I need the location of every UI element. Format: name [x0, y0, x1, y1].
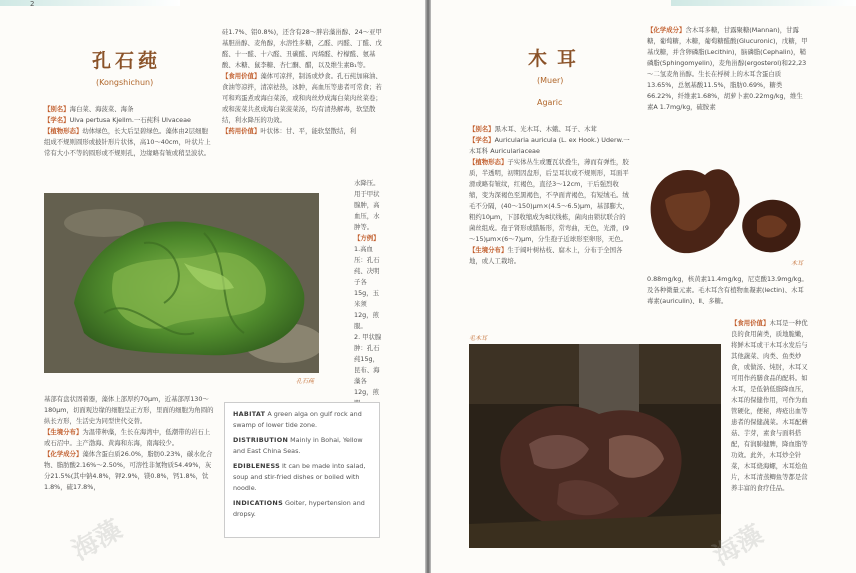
- left-page: [0, 0, 425, 573]
- watermark-right: 海藻: [708, 519, 769, 572]
- paragraph: [731, 318, 809, 494]
- info-text: Goiter, hypertension and dropsy.: [233, 499, 365, 518]
- section-text: Ulva pertusa Kjellm.一石莼科 Ulvaceae: [69, 116, 191, 124]
- page-title-right: 木耳: [528, 48, 587, 70]
- section-text: Auricularia auricula (L. ex Hook.) Uderw.一木耳科 Auriculariaceae: [469, 136, 630, 155]
- paragraph: [44, 126, 214, 159]
- left-column-1-bottom: [44, 394, 214, 493]
- info-entry: [233, 498, 371, 520]
- right-main-column: [469, 124, 631, 267]
- maomuer-photo: [469, 344, 721, 548]
- section-text: 2. 甲状腺肿：孔石莼15g，昆布、海藻各12g，煎: [354, 333, 382, 396]
- page-subtitle: (Kongshichun): [96, 78, 154, 87]
- right-top-bar: [671, 0, 856, 6]
- info-text: A green alga on gulf rock and swamp of lower tide zone.: [233, 410, 362, 429]
- paragraph: [354, 178, 384, 233]
- section-text: 海白菜、海菠菜、海条: [69, 105, 134, 113]
- muer-photo: [645, 160, 811, 270]
- english-info-box: [224, 402, 380, 538]
- paragraph: [44, 115, 214, 126]
- paragraph: [469, 135, 631, 157]
- paragraph: [44, 427, 214, 449]
- paragraph: [44, 394, 214, 427]
- paragraph: [222, 71, 382, 126]
- page-title: 孔石莼: [92, 50, 162, 72]
- section-label: 【植物形态】: [44, 127, 83, 135]
- section-label: 【学名】: [44, 116, 70, 124]
- section-text: 硅1.7%、铝0.8%)，还含有28～胖岩藻甾醇、24～亚甲基胆甾醇、麦角醇，水溶性多糖，乙醛、丙醛、丁醛、戊醛、十一醛、十六醛、丑碳醛、丙烯醛、柠檬醛、氨基酸、木糖、鼠李糖、杏仁酮、醋，以及维生素B₁等。: [222, 28, 382, 69]
- page-number: 2: [30, 0, 35, 8]
- section-label: 【化学成分】: [44, 450, 83, 458]
- right-chem-top: [647, 25, 809, 113]
- page-subtitle-right: (Muer): [537, 76, 564, 85]
- section-label: 【食用价值】: [222, 72, 261, 80]
- info-label: DISTRIBUTION: [233, 436, 289, 444]
- section-label: 【生境分布】: [44, 428, 83, 436]
- left-column-2-narrow: [354, 178, 384, 409]
- section-text: 1.高血压：孔石莼、决明子各15g，玉米须12g，煎服。: [354, 245, 380, 330]
- info-label: INDICATIONS: [233, 499, 283, 507]
- kongshichun-photo: [44, 193, 319, 373]
- info-text: It can be made into salad, soup and stir-fried dishes or boiled with noodle.: [233, 462, 366, 492]
- right-food-narrow: [731, 318, 809, 494]
- info-text: Mainly in Bohai, Yellow and East China Seas.: [233, 436, 363, 455]
- section-label: 【别名】: [44, 105, 70, 113]
- section-text: 黑木耳、光木耳、木蛾、耳子、木茸: [494, 125, 597, 133]
- muer-caption: 木耳: [791, 260, 804, 267]
- section-label: 【化学成分】: [647, 26, 686, 34]
- info-entry: [233, 409, 371, 431]
- info-label: EDIBLENESS: [233, 462, 280, 470]
- paragraph: [44, 449, 214, 493]
- paragraph: [354, 233, 384, 332]
- left-column-2: [222, 27, 382, 137]
- section-label: 【学名】: [469, 136, 495, 144]
- paragraph: [222, 126, 382, 137]
- section-text: 藻体可凉拌，制汤或炒食。孔石莼加麻油、食油等凉拌，清凉祛热，冰肿，高血压等患者可常食；若可和鸡蛋煮或海白菜汤，或和肉丝炒成海白菜肉丝菜卷；或和菠菜共煮成海白菜菠菜汤，均有清热解毒，软坚散结，利水降压的功效。: [222, 72, 382, 124]
- info-entry: [233, 435, 371, 457]
- section-text: 叶状体：甘、平，能软坚散结，利: [260, 127, 357, 135]
- right-page: [431, 0, 856, 573]
- paragraph: [647, 25, 809, 113]
- section-text: 含木耳多糖，甘露聚糖(Mannan)，甘露糖，葡萄糖，木糖，葡萄糖醛酸(Glucuronic)，戊糖，甲基戊糖，并含卵磷脂(Lecithin)，脑磷脂(Cephalin)，鞘磷脂(Sphingomyelin)，麦角甾醇(ergosterol)和22,23～二氢麦角甾醇。生长在桴树上的木耳含蛋白质13.65%，总氨基酸11.5%，脂肪0.69%，糖类66.22%，纤维素1.68%，胡萝卜素0.22mg/kg，维生素A 1.7mg/kg，硫胺素: [647, 26, 808, 111]
- info-entry: [233, 461, 371, 494]
- section-text: 子实体丛生或覆瓦状叠生，薄而有弹性，胶质，半透明，初期因盘形，后呈耳状或不规则形，耳面平滑或略有皱纹，红褐色，直径3～12cm，干后强烈收缩，变为深褐色至黑褐色，不孕面青褐色，有短绒毛。绒毛不分隔，(40～150)μm×(4.5～6.5)μm，基部膨大，粗约10μm，下部收缩成为8状线栋，菌肉由锁状联合的菌丝组成。孢子肾形或腊肠形，常弯曲，无色，光滑，(9～15)μm×(6～7)μm，分生孢子近球形至卵形，无色。: [469, 158, 629, 243]
- paragraph: [354, 332, 384, 409]
- kongshichun-caption: 孔石莼: [296, 378, 315, 385]
- section-text: 幼体绿色，长大后呈碧绿色。藻体由2层细胞组成不规则圆形或披针形片状体，高10～40cm，叶状片上常有大小不等的圆形或不规则孔，边缘略有皱或稍呈波状。: [44, 127, 211, 157]
- section-label: 【别名】: [469, 125, 495, 133]
- info-label: HABITAT: [233, 410, 266, 418]
- paragraph: [44, 104, 214, 115]
- paragraph: [647, 274, 809, 307]
- section-label: 【食用价值】: [731, 319, 770, 327]
- right-chem-bottom: [647, 274, 809, 307]
- watermark-left: 海藻: [67, 514, 128, 567]
- section-text: 水降压。用于甲状腺肿，高血压，水肿等。: [354, 179, 380, 231]
- section-text: 生于阔叶树枯枝、腐木上，分布于全国各地，或人工栽培。: [469, 246, 623, 265]
- section-text: 藻体含蛋白质26.0%，脂肪0.23%，碳水化合物、脂肪酸2.16%～2.50%，可溶性非氮物质54.49%，灰分21.5%(其中钠4.8%，钾2.9%，镁0.8%，钙1.8%，钛1.8%，硫17.8%，: [44, 450, 213, 491]
- section-text: 为温带种藻，生长在海湾中，低潮带的岩石上或石沼中。主产渤海、黄海和东海，南海较少。: [44, 428, 211, 447]
- paragraph: [469, 124, 631, 135]
- maomuer-caption: 毛木耳: [469, 335, 488, 342]
- paragraph: [222, 27, 382, 71]
- left-column-1: [44, 104, 214, 159]
- section-text: 木耳是一种优良的食用菌类，质地脆嫩，将鲜木耳或干木耳水发后与其他蔬菜、肉类、鱼类炒食，或做汤、炖肘，木耳又可用作药膳食品的配料。如木耳，是低钠低脂降血压，木耳的保健作用，可作为血管硬化，便秘，痔疮出血等患者的保健蔬菜。木耳配蘑菇、芋芽，素食与面料搭配，有润肺健脾，降血脂等功效。此外，木耳炒全针菜，木耳烧海螺，木耳烩鱼片，木耳清蒸鲫鱼等都是营养丰富的食疗佳品。: [731, 319, 808, 492]
- page-subtitle-latin: Agaric: [537, 98, 563, 107]
- section-text: 基部有盘状固着器，藻体上部厚约70μm，近基部厚130～180μm，切面观边缘的细胞呈正方形，里面的细胞为角圆的纵长方形，生活史为同型世代交替。: [44, 395, 214, 425]
- left-top-bar: [0, 0, 180, 6]
- section-label: 【生境分布】: [469, 246, 508, 254]
- paragraph: [469, 157, 631, 245]
- paragraph: [469, 245, 631, 267]
- section-label: 【植物形态】: [469, 158, 508, 166]
- section-text: 0.88mg/kg，核黄素11.4mg/kg，尼克酸13.9mg/kg。及各种微量元素。毛木耳含有植物血凝素(lectin)、木耳毒素(auriculin)、Ⅱ、多糖。: [647, 275, 808, 305]
- section-label: 【药用价值】: [222, 127, 261, 135]
- section-label: 【方例】: [354, 234, 380, 242]
